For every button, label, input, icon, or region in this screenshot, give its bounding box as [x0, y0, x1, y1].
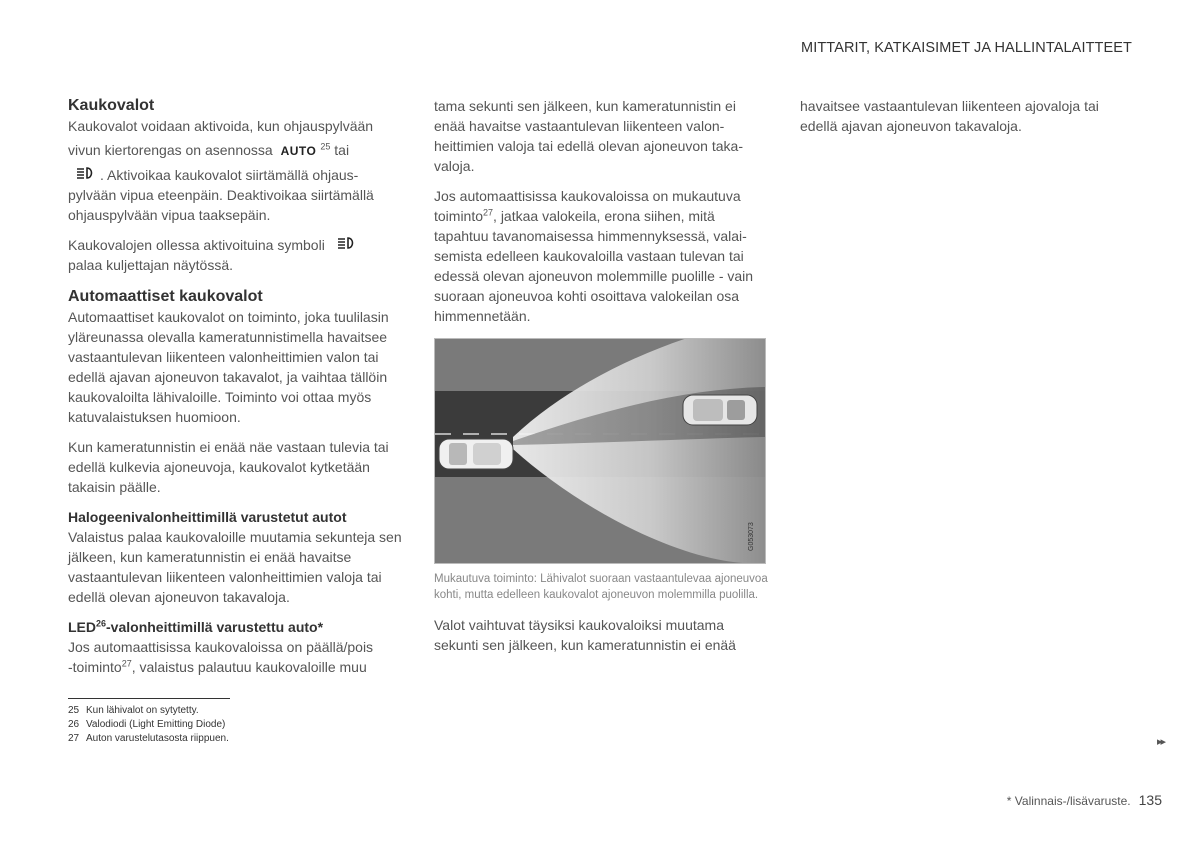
paragraph-symbol-line1: Kaukovalojen ollessa aktivoituina symboli	[68, 237, 325, 253]
adaptive-beam-illustration	[434, 338, 766, 564]
paragraph-col3: havaitsee vastaantulevan liikenteen ajovaloja tai edellä ajavan ajoneuvon takavaloja.	[800, 98, 1099, 134]
illustration-svg	[435, 339, 765, 563]
paragraph-symbol-line2: palaa kuljettajan näytössä.	[68, 257, 233, 273]
column-2	[434, 96, 768, 665]
paragraph-led-c: , valaistus palautuu kaukovaloille muu	[131, 659, 367, 675]
running-header: MITTARIT, KATKAISIMET JA HALLINTALAITTEET	[801, 40, 1132, 56]
high-beam-icon	[337, 235, 357, 255]
paragraph-continued: tama sekunti sen jälkeen, kun kameratunnistin ei enää havaitse vastaantulevan liikenteen valonheittimien valoja tai edellä olevan ajoneuvon takavaloja.	[434, 98, 743, 174]
figure-caption: Mukautuva toiminto: Lähivalot suoraan vastaantulevaa ajoneuvoa kohti, mutta edelleen kaukovalot ajoneuvon molemmilla puolilla.	[434, 573, 768, 601]
paragraph-full-beam: Valot vaihtuvat täysiksi kaukovaloiksi muutama sekunti sen jälkeen, kun kameratunnistin ei enää	[434, 617, 736, 653]
heading-led-text: LED	[68, 619, 96, 635]
footnote-number: 26	[68, 719, 80, 730]
footnote-ref-26: 26	[96, 618, 107, 629]
high-beam-icon	[76, 165, 96, 185]
column-3	[800, 96, 1132, 146]
heading-kaukovalot: Kaukovalot	[68, 97, 155, 114]
own-car	[439, 439, 513, 469]
paragraph-auto-return: Kun kameratunnistin ei enää näe vastaan tulevia tai edellä kulkevia ajoneuvoja, kaukovalot kytketään takaisin päälle.	[68, 439, 389, 495]
footnote-26	[68, 718, 230, 732]
heading-halogen: Halogeenivalonheittimillä varustetut autot	[68, 509, 347, 525]
heading-automaattiset: Automaattiset kaukovalot	[68, 288, 263, 305]
heading-led	[68, 617, 403, 637]
footnote-27	[68, 732, 230, 746]
footnote-number: 27	[68, 733, 80, 744]
heading-led-rest: -valonheittimillä varustettu auto*	[106, 619, 324, 635]
paragraph-activation-line3: . Aktivoikaa kaukovalot siirtämällä ohjaus-	[100, 167, 359, 183]
footnote-text: Valodiodi (Light Emitting Diode)	[86, 719, 226, 730]
footnote-rule	[68, 698, 230, 699]
footnote-text: Kun lähivalot on sytytetty.	[86, 705, 199, 716]
footnote-number: 25	[68, 705, 80, 716]
optional-equipment-note: * Valinnais-/lisävaruste.	[1006, 794, 1131, 808]
footnote-ref-27: 27	[121, 658, 132, 669]
page-footer	[1007, 792, 1162, 808]
next-page-arrows-icon: ▸▸	[1156, 736, 1164, 748]
paragraph-auto-description: Automaattiset kaukovalot on toiminto, joka tuulilasin yläreunassa olevalla kameratunnistimella havaitsee vastaantulevan liikenteen valonheittimien valon tai edellä ajavan ajoneuvon takavalot, ja vaihtaa tällöin kaukovaloilta lähivaloille. Toiminto voi ottaa myös katuvalaistuksen huomioon.	[68, 309, 389, 425]
paragraph-led	[68, 637, 403, 677]
paragraph-activation-line1: Kaukovalot voidaan aktivoida, kun ohjauspylvään	[68, 118, 374, 134]
oncoming-car	[683, 395, 757, 425]
paragraph-activation	[68, 116, 403, 225]
paragraph-led-b: -toiminto	[68, 659, 122, 675]
paragraph-activation-line2: vivun kiertorengas on asennossa	[68, 142, 273, 158]
paragraph-led-a: Jos automaattisissa kaukovaloissa on päällä/pois	[68, 639, 374, 655]
column-1	[68, 96, 403, 677]
tai-word: tai	[334, 142, 350, 158]
paragraph-activation-line4: pylvään vipua eteenpäin. Deaktivoikaa siirtämällä ohjauspylvään vipua taaksepäin.	[68, 187, 374, 223]
footnotes	[68, 698, 230, 746]
footnote-25	[68, 704, 230, 718]
footnote-text: Auton varustelutasosta riippuen.	[86, 733, 229, 744]
page-number: 135	[1138, 792, 1162, 808]
footnote-ref-27b: 27	[483, 207, 494, 218]
footnote-ref-25: 25	[320, 141, 331, 152]
auto-symbol: AUTO	[280, 144, 317, 158]
figure-code: G053073	[748, 522, 755, 551]
paragraph-halogen: Valaistus palaa kaukovaloille muutamia sekunteja sen jälkeen, kun kameratunnistin ei enää havaitse vastaantulevan liikenteen valonheittimien valoja tai edellä olevan ajoneuvon takavaloja.	[68, 529, 402, 605]
paragraph-symbol	[68, 235, 403, 275]
paragraph-adaptive-b: , jatkaa valokeila, erona siihen, mitä tapahtuu tavanomaisessa himmennyksessä, valaisemista edelleen kaukovaloilla vastaan tulevan tai edessä olevan ajoneuvon molemmille puolille - vain suoraan ajoneuvoa kohti osoittava valokeilan osa himmennetään.	[434, 208, 754, 324]
paragraph-adaptive-a: Jos automaattisissa kaukovaloissa on mukautuva toiminto	[434, 188, 741, 224]
paragraph-adaptive	[434, 186, 768, 326]
